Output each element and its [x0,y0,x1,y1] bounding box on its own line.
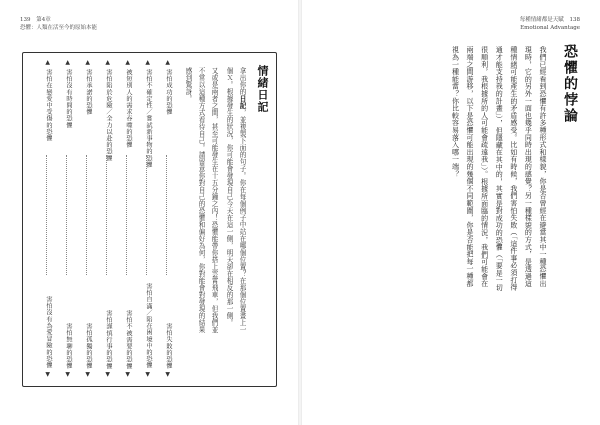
fear-spectrum-row [57,59,75,378]
diary-title: 情緒日記 [256,65,269,113]
fear-spectrum-list [23,53,173,386]
spectrum-line [146,155,147,275]
book-subtitle: Emotional Advantage [520,24,580,31]
arrow-up-icon: ▲ [45,59,50,66]
diary-instructions-paragraph-1 [222,67,248,335]
fear-bottom-label: 害怕謹慎行事的恐懼 [105,309,112,369]
fear-bottom-label: 害怕無聊的恐懼 [65,322,72,369]
section-body: 我們已經看到恐懼有許多種形式和樣貌，你是否曾經在避當其中一種恐懼出現時，它的另外一面也幾乎同時出現的感覺？另一種樣貌的方式，是透過這種情緒可能產生的矛盾感受。比如有時候，我們害怕失敗（「這件事必須打得通才能支持我的計畫」），但隱藏在其中的，其實是對成功的恐懼（「要是一切很順利，我根據所的人可能會疏遠我」）。根據所面臨的情況，我們可能會在兩端之間游移，以下是恐懼可能出現的幾個不同範圍，你是否能把每一種都視為一種能當？你比較容易落入哪一端？ [451,46,547,291]
fear-spectrum-row [157,59,175,378]
fear-spectrum-row [97,59,115,378]
right-page-header [520,17,580,32]
arrow-down-icon: ▼ [105,371,110,378]
spectrum-line [46,155,47,275]
arrow-down-icon: ▼ [85,371,90,378]
spectrum-line [66,155,67,275]
spectrum-line [106,155,107,275]
fear-spectrum-row [117,59,135,378]
fear-bottom-label: 害怕孤獨的恐懼 [85,322,92,369]
right-page [302,0,600,425]
left-chapter-subtitle: 恐懼：人類在活至今的原始本能 [20,24,98,31]
fear-bottom-label: 害怕失敗的恐懼 [165,322,172,369]
fear-bottom-label: 害怕不被需要的恐懼 [125,309,132,369]
left-chapter-label: 第4章 [36,17,51,23]
arrow-up-icon: ▲ [85,59,90,66]
fear-top-label: 害怕承諾的恐懼 [85,69,92,116]
arrow-down-icon: ▼ [45,371,50,378]
instruction-rest: ，並複製下面的句子。你在每個例子中站在哪個位置？在那個位置畫上一個Ｘ。根據發生的狀況，你可能會發現自己今天在這一側，明天卻在相反的那一側。 [225,67,246,333]
diary-instructions [181,67,248,335]
section-heading: 恐懼的悖論 [562,44,578,124]
instruction-bold-word: 日記 [238,95,246,109]
arrow-up-icon: ▲ [165,59,170,66]
instruction-prefix: 拿出你的 [238,67,246,95]
arrow-down-icon: ▼ [65,371,70,378]
fear-bottom-label: 害怕自滿／陷在困境中的恐懼 [145,283,152,369]
arrow-up-icon: ▲ [125,59,130,66]
spectrum-line [86,155,87,275]
right-page-number: 138 [569,17,580,23]
diary-instructions-paragraph-2: 又或是兩者之間，甚至可能發生在十五分鐘之內！恐懼能帶你搭上雲霄飛車，但我們並不常以這種方式看待自己。請留意你對自己的恐懼和偏好為何，你對能會對發現的結果感到驚訝。 [184,67,218,333]
left-page [0,0,298,425]
arrow-down-icon: ▼ [145,371,150,378]
fear-top-label: 害怕不確定性／嘗試新事物的恐懼 [145,69,152,168]
fear-top-label: 害怕陷於危險／全力以赴的恐懼 [105,69,112,162]
fear-spectrum-row [137,59,155,378]
arrow-down-icon: ▼ [165,371,170,378]
fear-top-label: 害怕成功的恐懼 [165,69,172,116]
fear-bottom-label: 害怕沒有為愛冒險的恐懼 [45,296,52,369]
emotion-diary-box [22,52,277,387]
left-page-number: 139 [20,17,31,23]
fear-spectrum-row [37,59,55,378]
fear-top-label: 害怕沒有時間的恐懼 [65,69,72,129]
spectrum-line [166,155,167,275]
arrow-up-icon: ▲ [105,59,110,66]
fear-spectrum-row [77,59,95,378]
left-page-header [20,17,97,32]
fear-top-label: 害怕在戀愛中受傷的恐懼 [45,69,52,142]
arrow-up-icon: ▲ [65,59,70,66]
arrow-down-icon: ▼ [125,371,130,378]
spectrum-line [126,155,127,275]
arrow-up-icon: ▲ [145,59,150,66]
fear-top-label: 被短別人的需求吞噬的恐懼 [125,69,132,149]
book-title: 每種情緒都是天賦 [519,17,564,23]
